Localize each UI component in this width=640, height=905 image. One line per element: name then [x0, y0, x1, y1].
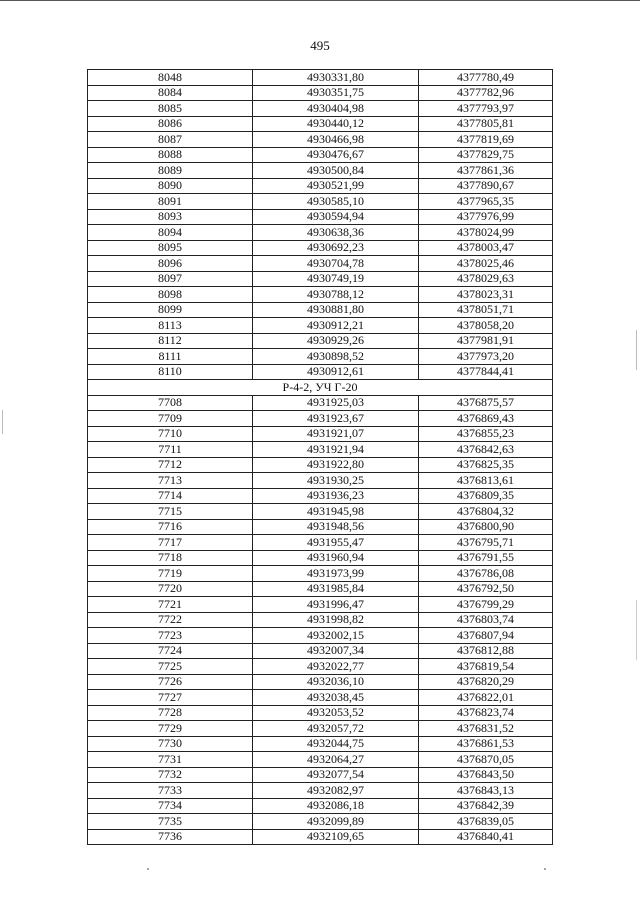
y-coordinate-cell: 4377973,20: [419, 349, 553, 365]
x-coordinate-cell: 4930331,80: [253, 70, 419, 86]
point-number-cell: 8087: [88, 132, 253, 148]
x-coordinate-cell: 4931996,47: [253, 597, 419, 613]
x-coordinate-cell: 4931955,47: [253, 535, 419, 551]
x-coordinate-cell: 4932044,75: [253, 736, 419, 752]
x-coordinate-cell: 4932007,34: [253, 643, 419, 659]
point-number-cell: 7711: [88, 442, 253, 458]
x-coordinate-cell: 4930638,36: [253, 225, 419, 241]
point-number-cell: 8090: [88, 178, 253, 194]
point-number-cell: 7735: [88, 814, 253, 830]
y-coordinate-cell: 4376869,43: [419, 411, 553, 427]
x-coordinate-cell: 4932082,97: [253, 783, 419, 799]
x-coordinate-cell: 4931998,82: [253, 612, 419, 628]
table-row: [88, 535, 553, 551]
table-row: [88, 426, 553, 442]
point-number-cell: 7710: [88, 426, 253, 442]
table-row: [88, 814, 553, 830]
x-coordinate-cell: 4932036,10: [253, 674, 419, 690]
y-coordinate-cell: 4378029,63: [419, 271, 553, 287]
point-number-cell: 7714: [88, 488, 253, 504]
point-number-cell: 7723: [88, 628, 253, 644]
x-coordinate-cell: 4930594,94: [253, 209, 419, 225]
point-number-cell: 7733: [88, 783, 253, 799]
point-number-cell: 8095: [88, 240, 253, 256]
point-number-cell: 8084: [88, 85, 253, 101]
table-row: [88, 411, 553, 427]
table-row: [88, 178, 553, 194]
y-coordinate-cell: 4376804,32: [419, 504, 553, 520]
point-number-cell: 7718: [88, 550, 253, 566]
x-coordinate-cell: 4930440,12: [253, 116, 419, 132]
table-row: [88, 209, 553, 225]
y-coordinate-cell: 4377844,41: [419, 364, 553, 380]
coordinates-table-body: [88, 70, 553, 845]
coordinates-table: [87, 69, 553, 845]
table-row: [88, 488, 553, 504]
point-number-cell: 7734: [88, 798, 253, 814]
table-row: [88, 240, 553, 256]
x-coordinate-cell: 4931923,67: [253, 411, 419, 427]
x-coordinate-cell: 4931945,98: [253, 504, 419, 520]
point-number-cell: 7712: [88, 457, 253, 473]
table-row: [88, 271, 553, 287]
table-row: [88, 101, 553, 117]
y-coordinate-cell: 4376799,29: [419, 597, 553, 613]
y-coordinate-cell: 4377782,96: [419, 85, 553, 101]
x-coordinate-cell: 4930521,99: [253, 178, 419, 194]
table-row: [88, 752, 553, 768]
table-row: [88, 194, 553, 210]
x-coordinate-cell: 4930585,10: [253, 194, 419, 210]
point-number-cell: 8098: [88, 287, 253, 303]
point-number-cell: 8086: [88, 116, 253, 132]
top-border-line: [0, 0, 640, 1]
point-number-cell: 7719: [88, 566, 253, 582]
point-number-cell: 8093: [88, 209, 253, 225]
table-row: [88, 550, 553, 566]
table-row: [88, 287, 553, 303]
table-row: [88, 597, 553, 613]
scan-edge-mark: [636, 330, 637, 370]
x-coordinate-cell: 4930749,19: [253, 271, 419, 287]
y-coordinate-cell: 4376843,13: [419, 783, 553, 799]
table-row: [88, 721, 553, 737]
x-coordinate-cell: 4931925,03: [253, 395, 419, 411]
point-number-cell: 7726: [88, 674, 253, 690]
x-coordinate-cell: 4930466,98: [253, 132, 419, 148]
page-number: 495: [310, 38, 330, 53]
y-coordinate-cell: 4376800,90: [419, 519, 553, 535]
point-number-cell: 8097: [88, 271, 253, 287]
x-coordinate-cell: 4931922,80: [253, 457, 419, 473]
point-number-cell: 7713: [88, 473, 253, 489]
y-coordinate-cell: 4377965,35: [419, 194, 553, 210]
y-coordinate-cell: 4376823,74: [419, 705, 553, 721]
point-number-cell: 7717: [88, 535, 253, 551]
x-coordinate-cell: 4932064,27: [253, 752, 419, 768]
y-coordinate-cell: 4378025,46: [419, 256, 553, 272]
table-row: [88, 628, 553, 644]
section-title: Р-4-2, УЧ Г-20: [88, 380, 553, 396]
y-coordinate-cell: 4376839,05: [419, 814, 553, 830]
y-coordinate-cell: 4377976,99: [419, 209, 553, 225]
point-number-cell: 7709: [88, 411, 253, 427]
y-coordinate-cell: 4376791,55: [419, 550, 553, 566]
y-coordinate-cell: 4376813,61: [419, 473, 553, 489]
x-coordinate-cell: 4931948,56: [253, 519, 419, 535]
table-row: [88, 256, 553, 272]
point-number-cell: 7730: [88, 736, 253, 752]
y-coordinate-cell: 4377861,36: [419, 163, 553, 179]
point-number-cell: 7716: [88, 519, 253, 535]
table-row: [88, 116, 553, 132]
section-header-row: [88, 380, 553, 396]
y-coordinate-cell: 4377793,97: [419, 101, 553, 117]
table-row: [88, 674, 553, 690]
point-number-cell: 8091: [88, 194, 253, 210]
table-row: [88, 519, 553, 535]
table-row: [88, 566, 553, 582]
y-coordinate-cell: 4376840,41: [419, 829, 553, 845]
y-coordinate-cell: 4378058,20: [419, 318, 553, 334]
table-row: [88, 643, 553, 659]
x-coordinate-cell: 4930404,98: [253, 101, 419, 117]
x-coordinate-cell: 4930898,52: [253, 349, 419, 365]
x-coordinate-cell: 4932053,52: [253, 705, 419, 721]
x-coordinate-cell: 4932086,18: [253, 798, 419, 814]
y-coordinate-cell: 4376792,50: [419, 581, 553, 597]
y-coordinate-cell: 4376843,50: [419, 767, 553, 783]
point-number-cell: 8088: [88, 147, 253, 163]
x-coordinate-cell: 4931930,25: [253, 473, 419, 489]
x-coordinate-cell: 4931985,84: [253, 581, 419, 597]
x-coordinate-cell: 4931973,99: [253, 566, 419, 582]
y-coordinate-cell: 4377780,49: [419, 70, 553, 86]
y-coordinate-cell: 4376842,63: [419, 442, 553, 458]
y-coordinate-cell: 4377829,75: [419, 147, 553, 163]
x-coordinate-cell: 4931960,94: [253, 550, 419, 566]
point-number-cell: 8110: [88, 364, 253, 380]
point-number-cell: 8094: [88, 225, 253, 241]
table-row: [88, 395, 553, 411]
x-coordinate-cell: 4930692,23: [253, 240, 419, 256]
y-coordinate-cell: 4377805,81: [419, 116, 553, 132]
x-coordinate-cell: 4930788,12: [253, 287, 419, 303]
x-coordinate-cell: 4932002,15: [253, 628, 419, 644]
y-coordinate-cell: 4376786,08: [419, 566, 553, 582]
x-coordinate-cell: 4930881,80: [253, 302, 419, 318]
x-coordinate-cell: 4930351,75: [253, 85, 419, 101]
point-number-cell: 8113: [88, 318, 253, 334]
table-row: [88, 581, 553, 597]
x-coordinate-cell: 4930912,21: [253, 318, 419, 334]
y-coordinate-cell: 4376842,39: [419, 798, 553, 814]
scan-edge-mark: [636, 600, 637, 660]
x-coordinate-cell: 4932109,65: [253, 829, 419, 845]
x-coordinate-cell: 4931921,94: [253, 442, 419, 458]
point-number-cell: 8085: [88, 101, 253, 117]
y-coordinate-cell: 4376822,01: [419, 690, 553, 706]
x-coordinate-cell: 4932057,72: [253, 721, 419, 737]
x-coordinate-cell: 4930476,67: [253, 147, 419, 163]
y-coordinate-cell: 4376875,57: [419, 395, 553, 411]
x-coordinate-cell: 4932038,45: [253, 690, 419, 706]
y-coordinate-cell: 4376855,23: [419, 426, 553, 442]
table-row: [88, 736, 553, 752]
table-row: [88, 829, 553, 845]
y-coordinate-cell: 4376870,05: [419, 752, 553, 768]
y-coordinate-cell: 4376803,74: [419, 612, 553, 628]
y-coordinate-cell: 4378023,31: [419, 287, 553, 303]
y-coordinate-cell: 4378024,99: [419, 225, 553, 241]
table-row: [88, 457, 553, 473]
y-coordinate-cell: 4378051,71: [419, 302, 553, 318]
table-row: [88, 132, 553, 148]
y-coordinate-cell: 4376825,35: [419, 457, 553, 473]
point-number-cell: 7732: [88, 767, 253, 783]
point-number-cell: 7708: [88, 395, 253, 411]
point-number-cell: 8112: [88, 333, 253, 349]
y-coordinate-cell: 4376807,94: [419, 628, 553, 644]
table-row: [88, 504, 553, 520]
point-number-cell: 7721: [88, 597, 253, 613]
y-coordinate-cell: 4377819,69: [419, 132, 553, 148]
point-number-cell: 7736: [88, 829, 253, 845]
y-coordinate-cell: 4376831,52: [419, 721, 553, 737]
y-coordinate-cell: 4376819,54: [419, 659, 553, 675]
scan-dot: [147, 868, 149, 870]
table-row: [88, 333, 553, 349]
table-row: [88, 612, 553, 628]
point-number-cell: 7722: [88, 612, 253, 628]
scan-edge-mark: [2, 410, 3, 434]
table-row: [88, 349, 553, 365]
point-number-cell: 7725: [88, 659, 253, 675]
point-number-cell: 7715: [88, 504, 253, 520]
point-number-cell: 7731: [88, 752, 253, 768]
x-coordinate-cell: 4932077,54: [253, 767, 419, 783]
point-number-cell: 7720: [88, 581, 253, 597]
x-coordinate-cell: 4930929,26: [253, 333, 419, 349]
y-coordinate-cell: 4376809,35: [419, 488, 553, 504]
y-coordinate-cell: 4376812,88: [419, 643, 553, 659]
table-row: [88, 70, 553, 86]
table-row: [88, 302, 553, 318]
x-coordinate-cell: 4932099,89: [253, 814, 419, 830]
table-row: [88, 318, 553, 334]
y-coordinate-cell: 4378003,47: [419, 240, 553, 256]
point-number-cell: 8096: [88, 256, 253, 272]
x-coordinate-cell: 4931921,07: [253, 426, 419, 442]
point-number-cell: 7729: [88, 721, 253, 737]
table-row: [88, 473, 553, 489]
table-row: [88, 163, 553, 179]
table-row: [88, 690, 553, 706]
x-coordinate-cell: 4931936,23: [253, 488, 419, 504]
point-number-cell: 7724: [88, 643, 253, 659]
table-row: [88, 85, 553, 101]
point-number-cell: 7728: [88, 705, 253, 721]
point-number-cell: 8111: [88, 349, 253, 365]
point-number-cell: 8048: [88, 70, 253, 86]
x-coordinate-cell: 4930704,78: [253, 256, 419, 272]
y-coordinate-cell: 4377981,91: [419, 333, 553, 349]
y-coordinate-cell: 4377890,67: [419, 178, 553, 194]
x-coordinate-cell: 4930912,61: [253, 364, 419, 380]
x-coordinate-cell: 4930500,84: [253, 163, 419, 179]
table-row: [88, 659, 553, 675]
y-coordinate-cell: 4376861,53: [419, 736, 553, 752]
table-row: [88, 147, 553, 163]
table-row: [88, 364, 553, 380]
table-row: [88, 798, 553, 814]
scan-dot: [544, 868, 546, 870]
table-row: [88, 705, 553, 721]
point-number-cell: 7727: [88, 690, 253, 706]
table-row: [88, 225, 553, 241]
table-row: [88, 783, 553, 799]
y-coordinate-cell: 4376795,71: [419, 535, 553, 551]
point-number-cell: 8089: [88, 163, 253, 179]
x-coordinate-cell: 4932022,77: [253, 659, 419, 675]
point-number-cell: 8099: [88, 302, 253, 318]
y-coordinate-cell: 4376820,29: [419, 674, 553, 690]
table-row: [88, 442, 553, 458]
table-row: [88, 767, 553, 783]
